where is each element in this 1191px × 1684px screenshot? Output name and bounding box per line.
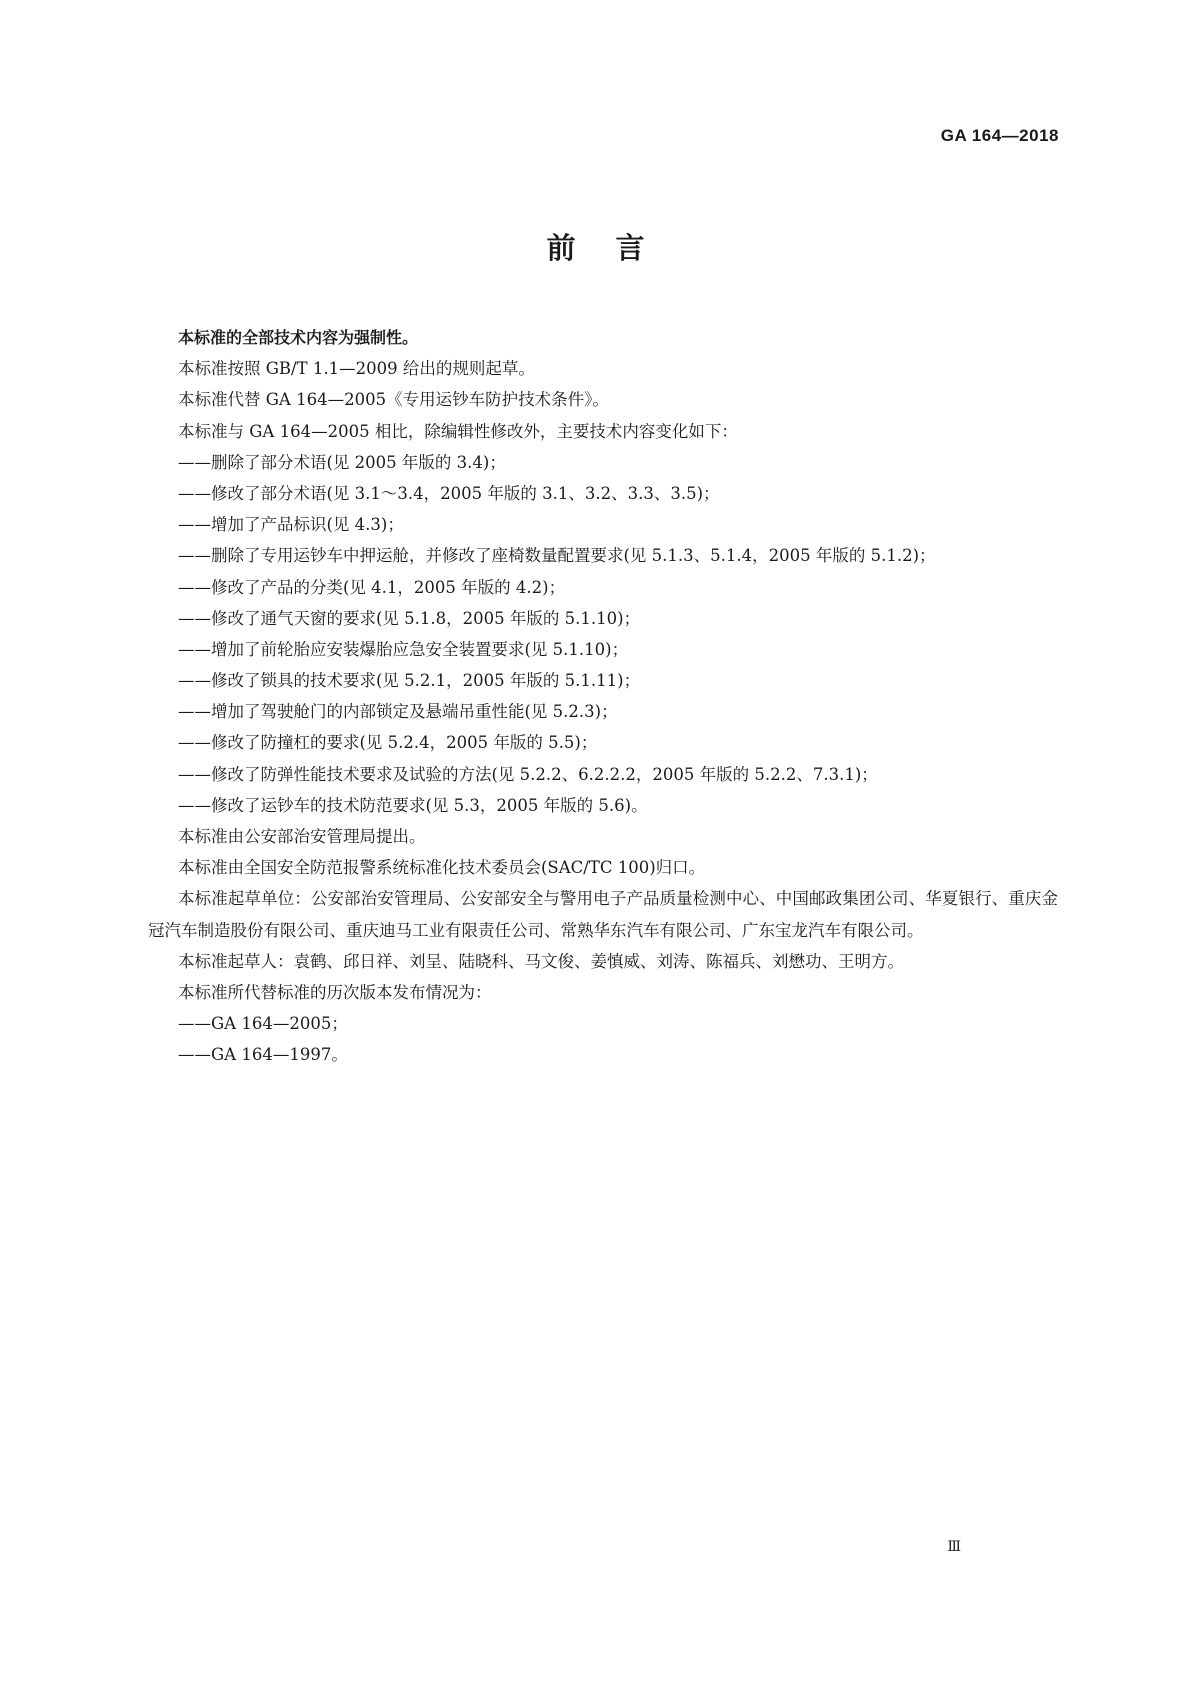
- change-list-item: ——修改了产品的分类(见 4.1，2005 年版的 4.2)；: [178, 577, 566, 597]
- paragraph: 本标准由公安部治安管理局提出。: [178, 827, 426, 846]
- version-list-item: ——GA 164—2005；: [178, 1014, 348, 1034]
- change-list-item: ——修改了防撞杠的要求(见 5.2.4，2005 年版的 5.5)；: [178, 733, 598, 753]
- change-list-item: ——增加了产品标识(见 4.3)；: [178, 515, 404, 535]
- version-list-item: ——GA 164—1997。: [178, 1045, 348, 1065]
- change-list-item: ——修改了锁具的技术要求(见 5.2.1，2005 年版的 5.1.11)；: [178, 671, 641, 691]
- foreword-body: [148, 322, 1058, 1071]
- drafters: 本标准起草人：袁鹤、邱日祥、刘呈、陆晓科、马文俊、姜慎威、刘涛、陈福兵、刘懋功、王明方。: [178, 951, 904, 971]
- paragraph: 本标准所代替标准的历次版本发布情况为：: [178, 982, 492, 1002]
- page-title: 前言: [546, 231, 685, 265]
- mandatory-statement: 本标准的全部技术内容为强制性。: [178, 328, 419, 347]
- drafting-units: 本标准起草单位：公安部治安管理局、公安部安全与警用电子产品质量检测中心、中国邮政集团公司、华夏银行、重庆金冠汽车制造股份有限公司、重庆迪马工业有限责任公司、常熟华东汽车有限公司、广东宝龙汽车有限公司。: [148, 889, 1058, 940]
- paragraph: 本标准由全国安全防范报警系统标准化技术委员会(SAC/TC 100)归口。: [178, 858, 706, 878]
- change-list-item: ——增加了驾驶舱门的内部锁定及悬端吊重性能(见 5.2.3)；: [178, 702, 618, 722]
- document-code: GA 164—2018: [940, 126, 1059, 145]
- paragraph: 本标准代替 GA 164—2005《专用运钞车防护技术条件》。: [178, 390, 609, 410]
- change-list-item: ——修改了防弹性能技术要求及试验的方法(见 5.2.2、6.2.2.2，2005 年版的 5.2.2、7.3.1)；: [178, 764, 878, 784]
- change-list-item: ——删除了部分术语(见 2005 年版的 3.4)；: [178, 452, 506, 472]
- change-list-item: ——修改了运钞车的技术防范要求(见 5.3，2005 年版的 5.6)。: [178, 795, 648, 815]
- change-list-item: ——增加了前轮胎应安装爆胎应急安全装置要求(见 5.1.10)；: [178, 639, 629, 659]
- paragraph: 本标准与 GA 164—2005 相比，除编辑性修改外，主要技术内容变化如下：: [178, 421, 738, 441]
- change-list-item: ——删除了专用运钞车中押运舱，并修改了座椅数量配置要求(见 5.1.3、5.1.4，2005 年版的 5.1.2)；: [178, 546, 936, 566]
- paragraph: 本标准按照 GB/T 1.1—2009 给出的规则起草。: [178, 359, 535, 379]
- page-number: Ⅲ: [947, 1539, 961, 1555]
- change-list-item: ——修改了通气天窗的要求(见 5.1.8，2005 年版的 5.1.10)；: [178, 608, 641, 628]
- change-list-item: ——修改了部分术语(见 3.1～3.4，2005 年版的 3.1、3.2、3.3、3.5)；: [178, 483, 720, 503]
